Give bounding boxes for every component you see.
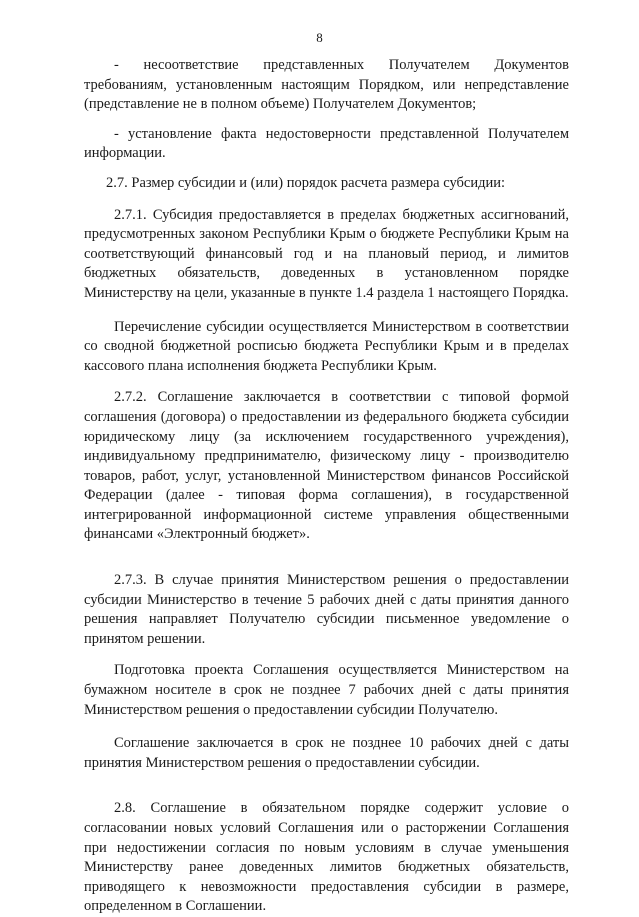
paragraph-transfer: Перечисление субсидии осуществляется Министерством в соответствии со сводной бюджетной росписью бюджета Республики Крым и в пределах кассового плана исполнения бюджета Республики Крым.: [84, 318, 569, 374]
paragraph-2-8: 2.8. Соглашение в обязательном порядке содержит условие о согласовании новых условий Соглашения или о расторжении Соглашения при недостижении согласия по новым условиям в случае уменьшения Министерству ранее доведенных лимитов бюджетных обязательств, приводящего к невозможности предоставления субсидии в размере, определенном в Соглашении.: [84, 800, 569, 915]
paragraph-2-7-1: 2.7.1. Субсидия предоставляется в пределах бюджетных ассигнований, предусмотренных законом Республики Крым о бюджете Республики Крым на соответствующий финансовый год и на плановый период, и лимитов бюджетных обязательств, доведенных в установленном порядке Министерству на цели, указанные в пункте 1.4 раздела 1 настоящего Порядка.: [84, 206, 569, 301]
paragraph-2-7-3: 2.7.3. В случае принятия Министерством решения о предоставлении субсидии Министерство в течение 5 рабочих дней с даты принятия данного решения направляет Получателю субсидии письменное уведомление о принятом решении.: [84, 572, 569, 647]
document-body: [84, 56, 569, 917]
paragraph-preparation: Подготовка проекта Соглашения осуществляется Министерством на бумажном носителе в срок не позднее 7 рабочих дней с даты принятия Министерством решения о предоставлении субсидии Получателю.: [84, 662, 569, 718]
page-number: 8: [316, 30, 323, 45]
paragraph-conclusion-term: Соглашение заключается в срок не позднее 10 рабочих дней с даты принятия Министерством решения о предоставлении субсидии.: [84, 735, 569, 771]
heading-2-7: 2.7. Размер субсидии и (или) порядок расчета размера субсидии:: [106, 174, 505, 191]
paragraph-noncompliance: - несоответствие представленных Получателем Документов требованиям, установленным настоящим Порядком, или непредставление (представление не в полном объеме) Получателем Документов;: [84, 57, 569, 113]
paragraph-unreliable-info: - установление факта недостоверности представленной Получателем информации.: [84, 125, 569, 162]
paragraph-2-7-2: 2.7.2. Соглашение заключается в соответствии с типовой формой соглашения (договора) о предоставлении из федерального бюджета субсидии юридическому лицу (за исключением государственного учреждения), индивидуальному предпринимателю, физическому лицу - производителю товаров, работ, услуг, установленной Министерством финансов Российской Федерации (далее - типовая форма соглашения), в государственной интегрированной информационной системе управления общественными финансами «Электронный бюджет».: [84, 389, 569, 543]
